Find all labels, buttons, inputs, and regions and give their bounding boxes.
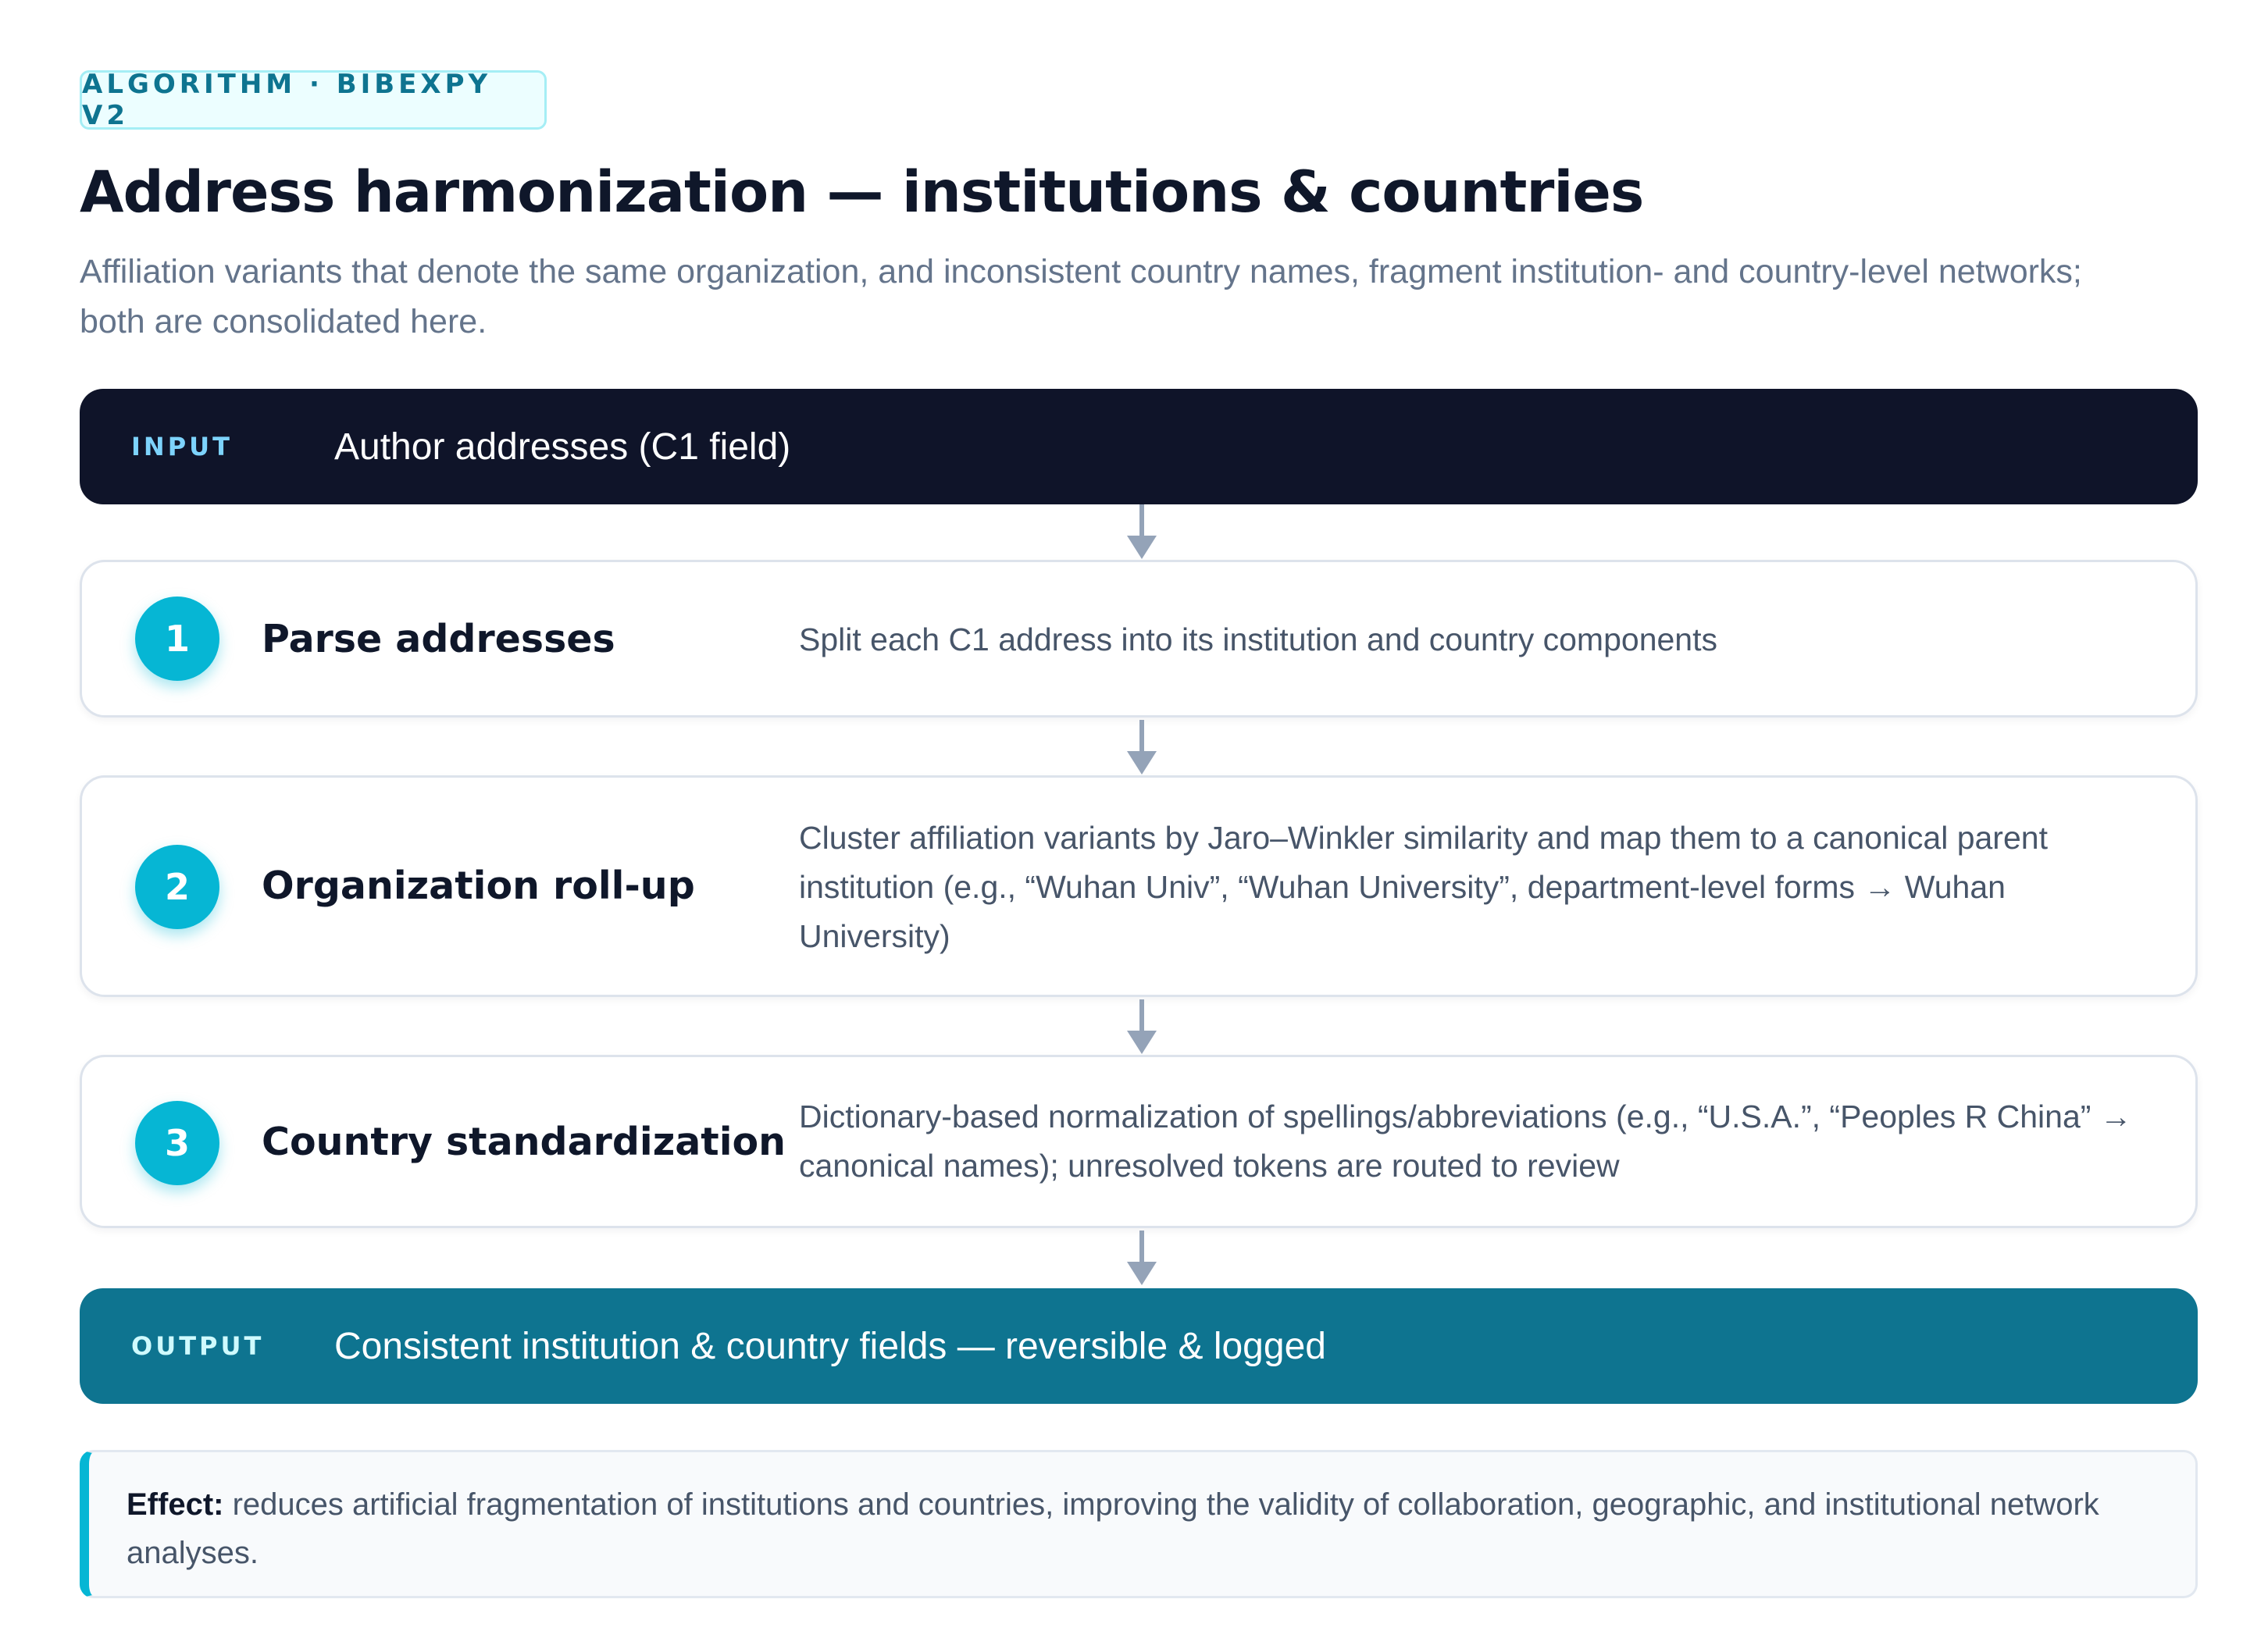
effect-label: Effect:: [127, 1487, 224, 1522]
flow-arrow-icon: [1122, 999, 1161, 1056]
step-description: Split each C1 address into its institution and country components: [799, 621, 1717, 657]
input-text: Author addresses (C1 field): [334, 426, 791, 468]
algorithm-tag: ALGORITHM · BIBEXPY V2: [80, 70, 547, 130]
step-description: Dictionary-based normalization of spellings/abbreviations (e.g., “U.S.A.”, “Peoples R China” → canonical names); unresolved tokens are routed to review: [799, 1099, 2132, 1184]
output-label: OUTPUT: [131, 1331, 265, 1361]
step-organization-roll-up: [80, 775, 2198, 997]
step-number-badge: 2: [135, 845, 219, 929]
output-text: Consistent institution & country fields — reversible & logged: [334, 1325, 1326, 1367]
effect-paragraph: [127, 1480, 2157, 1577]
step-name: Parse addresses: [262, 617, 615, 661]
input-label: INPUT: [131, 432, 233, 461]
effect-callout: [80, 1450, 2198, 1598]
input-band: [80, 389, 2198, 504]
effect-text: reduces artificial fragmentation of institutions and countries, improving the validity of collaboration, geographic, and institutional network analyses.: [127, 1487, 2099, 1570]
step-name: Organization roll-up: [262, 864, 695, 908]
flow-arrow-icon: [1122, 504, 1161, 561]
output-band: [80, 1288, 2198, 1404]
step-name: Country standardization: [262, 1120, 786, 1164]
flow-arrow-icon: [1122, 1231, 1161, 1287]
step-description: Cluster affiliation variants by Jaro–Winkler similarity and map them to a canonical parent institution (e.g., “Wuhan Univ”, “Wuhan University”, department-level forms → Wuhan University): [799, 820, 2048, 954]
step-country-standardization: [80, 1055, 2198, 1228]
step-number-badge: 3: [135, 1101, 219, 1185]
page-title: Address harmonization — institutions & countries: [80, 159, 1644, 226]
flow-arrow-icon: [1122, 720, 1161, 776]
page-subtitle: Affiliation variants that denote the same organization, and inconsistent country names, fragment institution- and country-level networks; both are consolidated here.: [80, 253, 2082, 340]
step-parse-addresses: [80, 560, 2198, 718]
step-number-badge: 1: [135, 597, 219, 681]
